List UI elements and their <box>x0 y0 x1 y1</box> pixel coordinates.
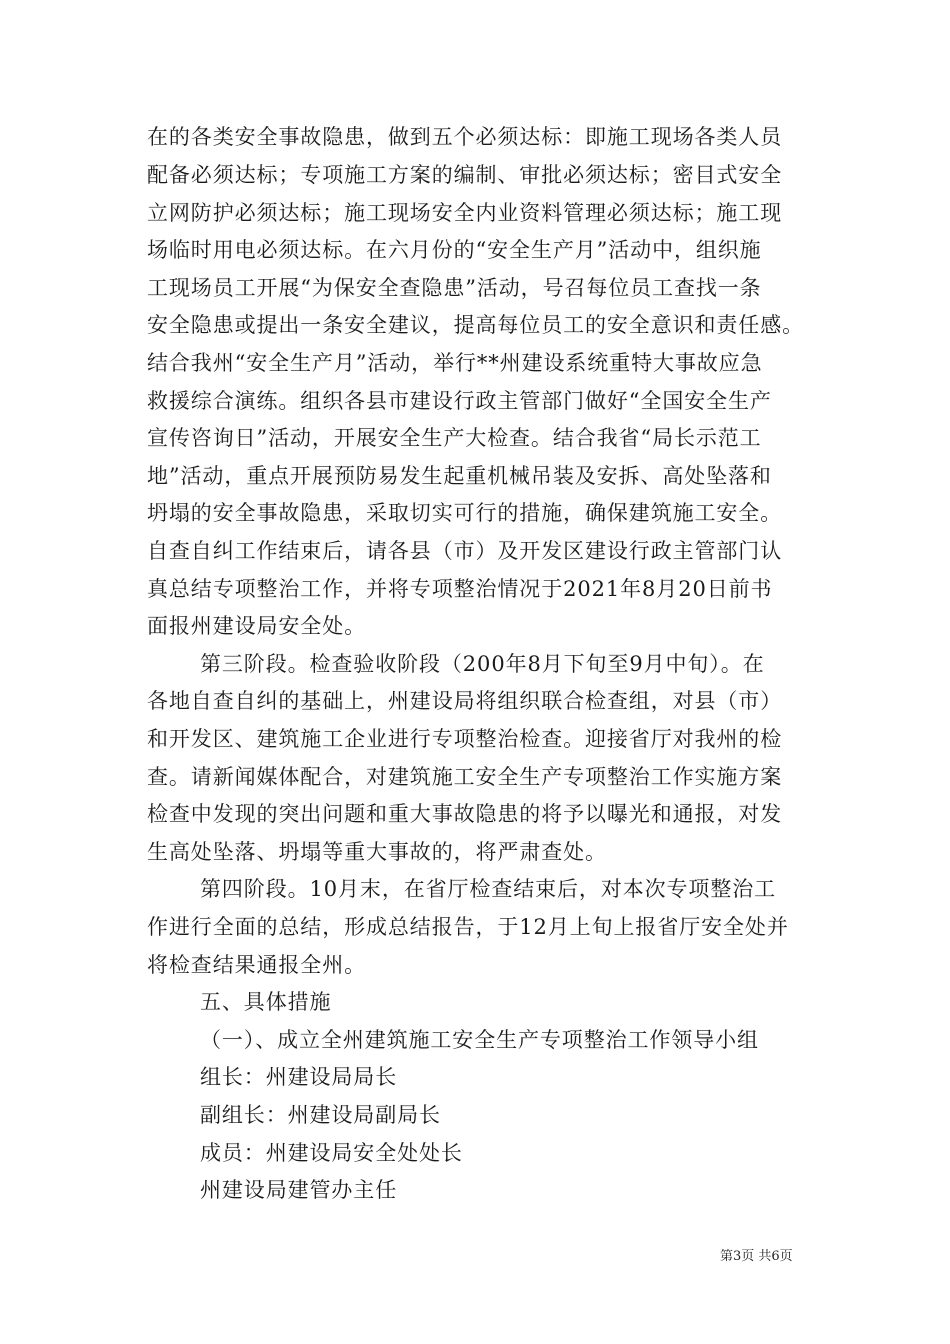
text-line: 场临时用电必须达标。在六月份的“安全生产月”活动中，组织施 <box>147 238 762 262</box>
text-line: 自查自纠工作结束后，请各县（市）及开发区建设行政主管部门认 <box>147 539 783 563</box>
text-line: 立网防护必须达标；施工现场安全内业资料管理必须达标；施工现 <box>147 201 783 225</box>
text-line: 副组长：州建设局副局长 <box>200 1103 441 1127</box>
text-line: 和开发区、建筑施工企业进行专项整治检查。迎接省厅对我州的检 <box>147 727 783 751</box>
text-line: 坍塌的安全事故隐患，采取切实可行的措施，确保建筑施工安全。 <box>147 501 783 525</box>
text-line: 配备必须达标；专项施工方案的编制、审批必须达标；密目式安全 <box>147 163 783 187</box>
subsection-heading: （一）、成立全州建筑施工安全生产专项整治工作领导小组 <box>200 1028 759 1052</box>
text-line: 查。请新闻媒体配合，对建筑施工安全生产专项整治工作实施方案 <box>147 765 783 789</box>
text-line: 州建设局建管办主任 <box>200 1178 398 1202</box>
text-line: 面报州建设局安全处。 <box>147 614 366 638</box>
text-line: 在的各类安全事故隐患，做到五个必须达标：即施工现场各类人员 <box>147 125 783 149</box>
text-line: 安全隐患或提出一条安全建议，提高每位员工的安全意识和责任感。 <box>147 313 804 337</box>
text-line: 各地自查自纠的基础上，州建设局将组织联合检查组，对县（市） <box>147 689 783 713</box>
text-line: 生高处坠落、坍塌等重大事故的，将严肃查处。 <box>147 840 607 864</box>
page-number: 第3页 共6页 <box>720 1249 793 1264</box>
text-line: 真总结专项整治工作，并将专项整治情况于2021年8月20日前书 <box>147 577 773 601</box>
paragraph-first-line: 第三阶段。检查验收阶段（200年8月下旬至9月中旬）。在 <box>200 652 765 676</box>
text-line: 作进行全面的总结，形成总结报告，于12月上旬上报省厅安全处并 <box>147 915 789 939</box>
text-line: 组长：州建设局局长 <box>200 1065 398 1089</box>
text-line: 地”活动，重点开展预防易发生起重机械吊装及安拆、高处坠落和 <box>147 464 772 488</box>
text-line: 救援综合演练。组织各县市建设行政主管部门做好“全国安全生产 <box>147 389 772 413</box>
text-line: 成员：州建设局安全处处长 <box>200 1141 463 1165</box>
text-line: 结合我州“安全生产月”活动，举行**州建设系统重特大事故应急 <box>147 351 763 375</box>
text-line: 检查中发现的突出问题和重大事故隐患的将予以曝光和通报，对发 <box>147 802 783 826</box>
text-line: 宣传咨询日”活动，开展安全生产大检查。结合我省“局长示范工 <box>147 426 762 450</box>
text-line: 工现场员工开展“为保安全查隐患”活动，号召每位员工查找一条 <box>147 276 762 300</box>
section-heading: 五、具体措施 <box>200 990 332 1014</box>
text-line: 将检查结果通报全州。 <box>147 953 366 977</box>
paragraph-first-line: 第四阶段。10月末，在省厅检查结束后，对本次专项整治工 <box>200 877 777 901</box>
